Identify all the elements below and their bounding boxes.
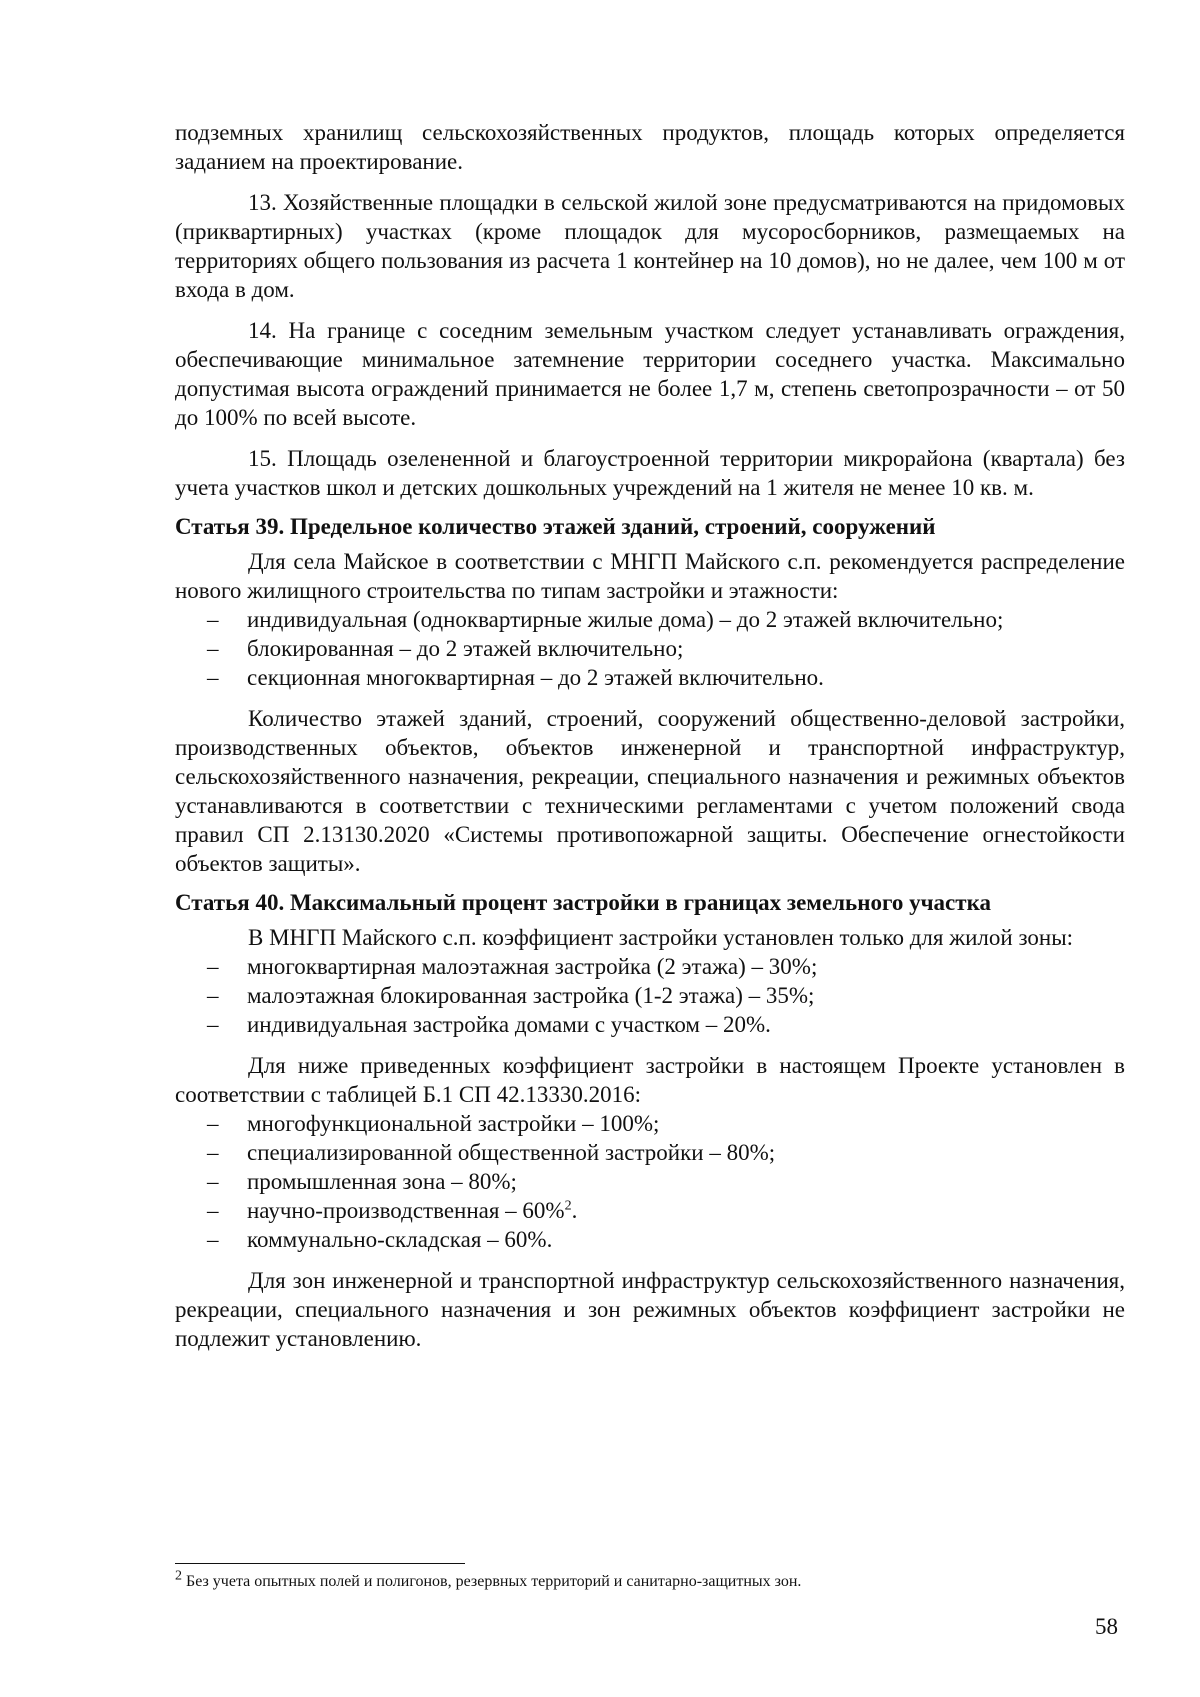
list-item <box>175 1225 1125 1254</box>
dash-bullet: – <box>207 983 219 1008</box>
page-number: 58 <box>1095 1614 1118 1639</box>
list-item-text: многофункциональной застройки – 100%; <box>247 1111 660 1136</box>
list-item-text: научно-производственная – 60% <box>247 1198 565 1223</box>
footnote-text: Без учета опытных полей и полигонов, резервных территорий и санитарно-защитных зон. <box>182 1573 802 1590</box>
dash-bullet: – <box>207 1140 219 1165</box>
dash-bullet: – <box>207 607 219 632</box>
footnote-marker: 2 <box>175 1568 182 1584</box>
list-item <box>175 663 1125 692</box>
intro-paragraph: подземных хранилищ сельскохозяйственных продуктов, площадь которых определяется заданием на проектирование. <box>175 120 1125 174</box>
list-item <box>175 1138 1125 1167</box>
footnote-reference[interactable]: 2 <box>564 1198 572 1214</box>
list-item-text: промышленная зона – 80%; <box>247 1169 517 1194</box>
list-item-text: секционная многоквартирная – до 2 этажей включительно. <box>247 665 824 690</box>
list-item <box>175 634 1125 663</box>
article-40-heading: Статья 40. Максимальный процент застройки в границах земельного участка <box>175 890 991 915</box>
dash-bullet: – <box>207 1111 219 1136</box>
footnote <box>175 1568 1125 1592</box>
footnote-divider <box>175 1563 465 1564</box>
dash-bullet: – <box>207 1227 219 1252</box>
list-item <box>175 1109 1125 1138</box>
dash-bullet: – <box>207 1012 219 1037</box>
page-content <box>175 118 1125 1353</box>
dash-bullet: – <box>207 1169 219 1194</box>
dash-bullet: – <box>207 954 219 979</box>
article-40-paragraph-3: Для зон инженерной и транспортной инфраструктур сельскохозяйственного назначения, рекреации, специального назначения и зон режимных объектов коэффициент застройки не подлежит установлению. <box>175 1268 1125 1351</box>
dash-bullet: – <box>207 1198 219 1223</box>
list-item <box>175 1196 1125 1225</box>
dash-bullet: – <box>207 665 219 690</box>
list-item <box>175 605 1125 634</box>
article-40-list <box>175 952 1125 1039</box>
list-item <box>175 952 1125 981</box>
dash-bullet: – <box>207 636 219 661</box>
article-39-paragraph-2: Количество этажей зданий, строений, сооружений общественно-деловой застройки, производственных объектов, объектов инженерной и транспортной инфраструктур, сельскохозяйственного назначения, рекреации, специального назначения и режимных объектов устанавливаются в соответствии с техническими регламентами с учетом положений свода правил СП 2.13130.2020 «Системы противопожарной защиты. Обеспечение огнестойкости объектов защиты». <box>175 706 1125 876</box>
list-item-text: малоэтажная блокированная застройка (1-2 этажа) – 35%; <box>247 983 815 1008</box>
article-40-paragraph-2: Для ниже приведенных коэффициент застройки в настоящем Проекте установлен в соответствии с таблицей Б.1 СП 42.13330.2016: <box>175 1053 1125 1107</box>
article-39-intro: Для села Майское в соответствии с МНГП Майского с.п. рекомендуется распределение нового жилищного строительства по типам застройки и этажности: <box>175 549 1125 603</box>
list-item-text: специализированной общественной застройки – 80%; <box>247 1140 776 1165</box>
article-39-heading: Статья 39. Предельное количество этажей зданий, строений, сооружений <box>175 514 936 539</box>
list-item <box>175 1167 1125 1196</box>
article-39-list <box>175 605 1125 692</box>
list-item-text: индивидуальная застройка домами с участком – 20%. <box>247 1012 771 1037</box>
list-item-text: многоквартирная малоэтажная застройка (2 этажа) – 30%; <box>247 954 818 979</box>
list-item-text: коммунально-складская – 60%. <box>247 1227 553 1252</box>
list-item-text: индивидуальная (одноквартирные жилые дома) – до 2 этажей включительно; <box>247 607 1004 632</box>
list-item-end: . <box>571 1198 578 1223</box>
list-item-text: блокированная – до 2 этажей включительно; <box>247 636 684 661</box>
item-15: 15. Площадь озелененной и благоустроенной территории микрорайона (квартала) без учета участков школ и детских дошкольных учреждений на 1 жителя не менее 10 кв. м. <box>175 446 1125 500</box>
list-item <box>175 981 1125 1010</box>
item-13: 13. Хозяйственные площадки в сельской жилой зоне предусматриваются на придомовых (приквартирных) участках (кроме площадок для мусоросборников, размещаемых на территориях общего пользования из расчета 1 контейнер на 10 домов), но не далее, чем 100 м от входа в дом. <box>175 190 1125 302</box>
item-14: 14. На границе с соседним земельным участком следует устанавливать ограждения, обеспечивающие минимальное затемнение территории соседнего участка. Максимально допустимая высота ограждений принимается не более 1,7 м, степень светопрозрачности – от 50 до 100% по всей высоте. <box>175 318 1125 430</box>
list-item <box>175 1010 1125 1039</box>
article-40-list-2 <box>175 1109 1125 1254</box>
article-40-intro: В МНГП Майского с.п. коэффициент застройки установлен только для жилой зоны: <box>248 925 1074 950</box>
